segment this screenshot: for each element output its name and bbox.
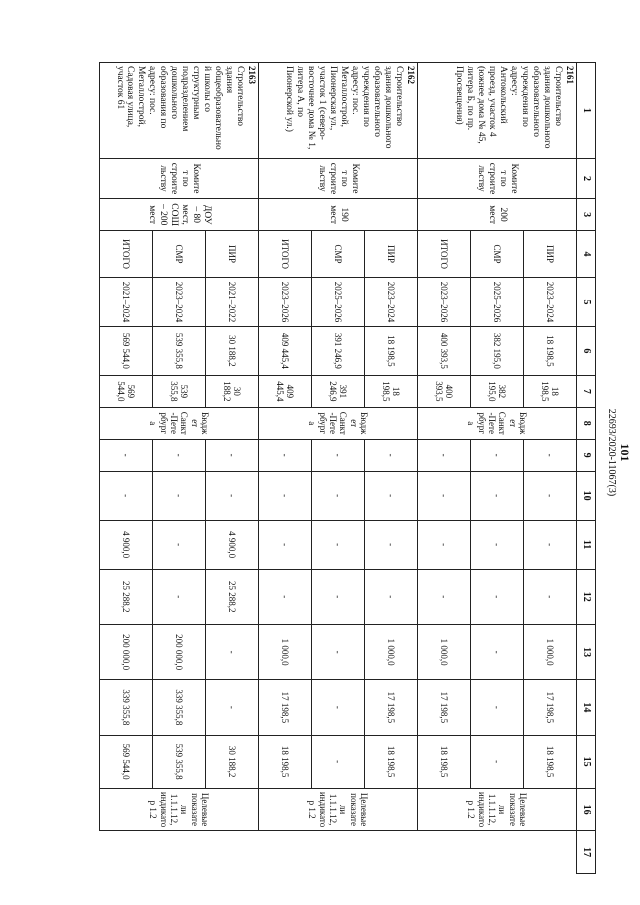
column-number: 9: [577, 439, 596, 471]
amount-cell: -: [365, 471, 418, 520]
period-cell: 2023–2024: [524, 277, 577, 326]
amount-cell: 4 900,0: [206, 520, 259, 569]
customer-cell: Комитет по строительству: [418, 158, 577, 198]
type-cell: СМР: [153, 231, 206, 278]
total-cell: 569 544,0: [100, 326, 153, 375]
capacity-cell: 190 мест: [259, 199, 418, 231]
row-index: 2162: [406, 66, 416, 84]
period-cell: 2023–2026: [418, 277, 471, 326]
total-cell: 391 246,9: [312, 326, 365, 375]
column-number: 13: [577, 624, 596, 679]
type-cell: ИТОГО: [100, 231, 153, 278]
amount-cell: 1 000,0: [524, 624, 577, 679]
amount-cell: 200 000,0: [100, 624, 153, 679]
amount-cell: -: [312, 471, 365, 520]
limit-cell: 400 393,5: [418, 375, 471, 407]
column-number: 4: [577, 231, 596, 278]
column-number-row: [577, 63, 596, 874]
amount-cell: 18 198,5: [418, 735, 471, 788]
amount-cell: 25 288,2: [100, 569, 153, 624]
column-number: 14: [577, 680, 596, 735]
row-index: 2161: [565, 66, 575, 84]
amount-cell: -: [259, 439, 312, 471]
column-number: 3: [577, 199, 596, 231]
amount-cell: 17 198,5: [259, 680, 312, 735]
amount-cell: -: [312, 439, 365, 471]
amount-cell: -: [206, 471, 259, 520]
period-cell: 2021–2024: [100, 277, 153, 326]
amount-cell: -: [524, 520, 577, 569]
amount-cell: 18 198,5: [365, 735, 418, 788]
capacity-cell: 200 мест: [418, 199, 577, 231]
total-cell: 18 198,5: [365, 326, 418, 375]
type-cell: ПИР: [206, 231, 259, 278]
amount-cell: -: [471, 520, 524, 569]
target-indicator-cell: Целевые показатели 1.1.1.12, индикатор 1.2: [418, 788, 577, 831]
table-row: [206, 63, 259, 874]
column-number: 2: [577, 158, 596, 198]
customer-cell: Комитет по строительству: [100, 158, 259, 198]
amount-cell: -: [153, 471, 206, 520]
column-number: 15: [577, 735, 596, 788]
period-cell: 2023–2026: [259, 277, 312, 326]
budget-source-cell: Бюджет Санкт-Петербурга: [418, 407, 577, 439]
amount-cell: -: [418, 439, 471, 471]
type-cell: СМР: [471, 231, 524, 278]
amount-cell: -: [206, 624, 259, 679]
amount-cell: -: [365, 569, 418, 624]
table-row: [524, 63, 577, 874]
amount-cell: 339 355,8: [153, 680, 206, 735]
amount-cell: -: [418, 520, 471, 569]
column-number: 12: [577, 569, 596, 624]
amount-cell: 1 000,0: [365, 624, 418, 679]
row-index: 2163: [247, 66, 257, 84]
amount-cell: -: [312, 520, 365, 569]
amount-cell: 1 000,0: [418, 624, 471, 679]
amount-cell: 4 900,0: [100, 520, 153, 569]
object-name: Строительство здания дошкольного образовательного учреждения по адресу: пос. Металлострой, Пионерская ул., участок 1 (северо-восточнее дома № 1, литера А, по Пионерской ул.): [284, 66, 404, 150]
amount-cell: -: [471, 569, 524, 624]
total-cell: 400 393,5: [418, 326, 471, 375]
amount-cell: -: [153, 439, 206, 471]
period-cell: 2025–2026: [471, 277, 524, 326]
type-cell: СМР: [312, 231, 365, 278]
column-number: 17: [577, 831, 596, 874]
object-name: Строительство здания общеобразовательной школы со структурным подразделением дошкольного образования по адресу: пос. Металлострой, Садовая улица, участок 61: [114, 66, 245, 150]
amount-cell: 539 355,8: [153, 735, 206, 788]
total-cell: 539 355,8: [153, 326, 206, 375]
amount-cell: -: [259, 471, 312, 520]
page-number: 101: [618, 443, 632, 462]
amount-cell: 18 198,5: [524, 735, 577, 788]
limit-cell: 409 445,4: [259, 375, 312, 407]
type-cell: ПИР: [365, 231, 418, 278]
amount-cell: -: [259, 569, 312, 624]
amount-cell: -: [312, 735, 365, 788]
total-cell: 18 198,5: [524, 326, 577, 375]
column-number: 6: [577, 326, 596, 375]
amount-cell: -: [524, 569, 577, 624]
target-indicator-cell: Целевые показатели 1.1.1.12, индикатор 1.2: [100, 788, 259, 831]
object-name-cell: [418, 63, 577, 159]
amount-cell: -: [471, 471, 524, 520]
amount-cell: 1 000,0: [259, 624, 312, 679]
period-cell: 2021–2022: [206, 277, 259, 326]
column-number: 1: [577, 63, 596, 159]
amount-cell: -: [524, 471, 577, 520]
amount-cell: -: [471, 439, 524, 471]
budget-source-cell: Бюджет Санкт-Петербурга: [259, 407, 418, 439]
column-number: 10: [577, 471, 596, 520]
period-cell: 2023–2024: [365, 277, 418, 326]
limit-cell: 539 355,8: [153, 375, 206, 407]
limit-cell: 18 198,5: [365, 375, 418, 407]
amount-cell: -: [100, 439, 153, 471]
amount-cell: 30 188,2: [206, 735, 259, 788]
amount-cell: -: [524, 439, 577, 471]
program-table: [99, 62, 596, 874]
column-number: 8: [577, 407, 596, 439]
table-row: [365, 63, 418, 874]
amount-cell: -: [312, 680, 365, 735]
type-cell: ПИР: [524, 231, 577, 278]
amount-cell: 25 288,2: [206, 569, 259, 624]
amount-cell: -: [259, 520, 312, 569]
period-cell: 2023–2024: [153, 277, 206, 326]
amount-cell: -: [206, 439, 259, 471]
total-cell: 382 195,0: [471, 326, 524, 375]
total-cell: 409 445,4: [259, 326, 312, 375]
document-code: 22693/2020-11067(3): [606, 408, 617, 497]
amount-cell: -: [153, 520, 206, 569]
amount-cell: -: [471, 624, 524, 679]
amount-cell: -: [365, 439, 418, 471]
limit-cell: 30 188,2: [206, 375, 259, 407]
budget-source-cell: Бюджет Санкт-Петербурга: [100, 407, 259, 439]
period-cell: 2025–2026: [312, 277, 365, 326]
limit-cell: 569 544,0: [100, 375, 153, 407]
amount-cell: -: [312, 624, 365, 679]
amount-cell: -: [365, 520, 418, 569]
amount-cell: 17 198,5: [418, 680, 471, 735]
column-number: 16: [577, 788, 596, 831]
type-cell: ИТОГО: [259, 231, 312, 278]
amount-cell: -: [153, 569, 206, 624]
amount-cell: -: [206, 680, 259, 735]
object-name: Строительство здания дошкольного образовательного учреждения по адресу: Антокольский проезд, участок 4 (южнее дома № 45, литера Б, по пр. Просвещения): [454, 66, 563, 149]
page-header: [598, 0, 640, 905]
capacity-cell: ДОУ – 80 мест, СОШ – 200 мест: [100, 199, 259, 231]
limit-cell: 18 198,5: [524, 375, 577, 407]
customer-cell: Комитет по строительству: [259, 158, 418, 198]
amount-cell: -: [471, 680, 524, 735]
type-cell: ИТОГО: [418, 231, 471, 278]
column-number: 11: [577, 520, 596, 569]
column-number: 7: [577, 375, 596, 407]
amount-cell: 339 355,8: [100, 680, 153, 735]
amount-cell: -: [471, 735, 524, 788]
object-name-cell: [100, 63, 259, 159]
amount-cell: -: [100, 471, 153, 520]
column-number: 5: [577, 277, 596, 326]
object-name-cell: [259, 63, 418, 159]
limit-cell: 391 246,9: [312, 375, 365, 407]
amount-cell: 18 198,5: [259, 735, 312, 788]
amount-cell: 17 198,5: [524, 680, 577, 735]
amount-cell: -: [312, 569, 365, 624]
amount-cell: -: [418, 569, 471, 624]
target-indicator-cell: Целевые показатели 1.1.1.12, индикатор 1.2: [259, 788, 418, 831]
amount-cell: 200 000,0: [153, 624, 206, 679]
total-cell: 30 188,2: [206, 326, 259, 375]
amount-cell: 569 544,0: [100, 735, 153, 788]
amount-cell: 17 198,5: [365, 680, 418, 735]
amount-cell: -: [418, 471, 471, 520]
limit-cell: 382 195,0: [471, 375, 524, 407]
